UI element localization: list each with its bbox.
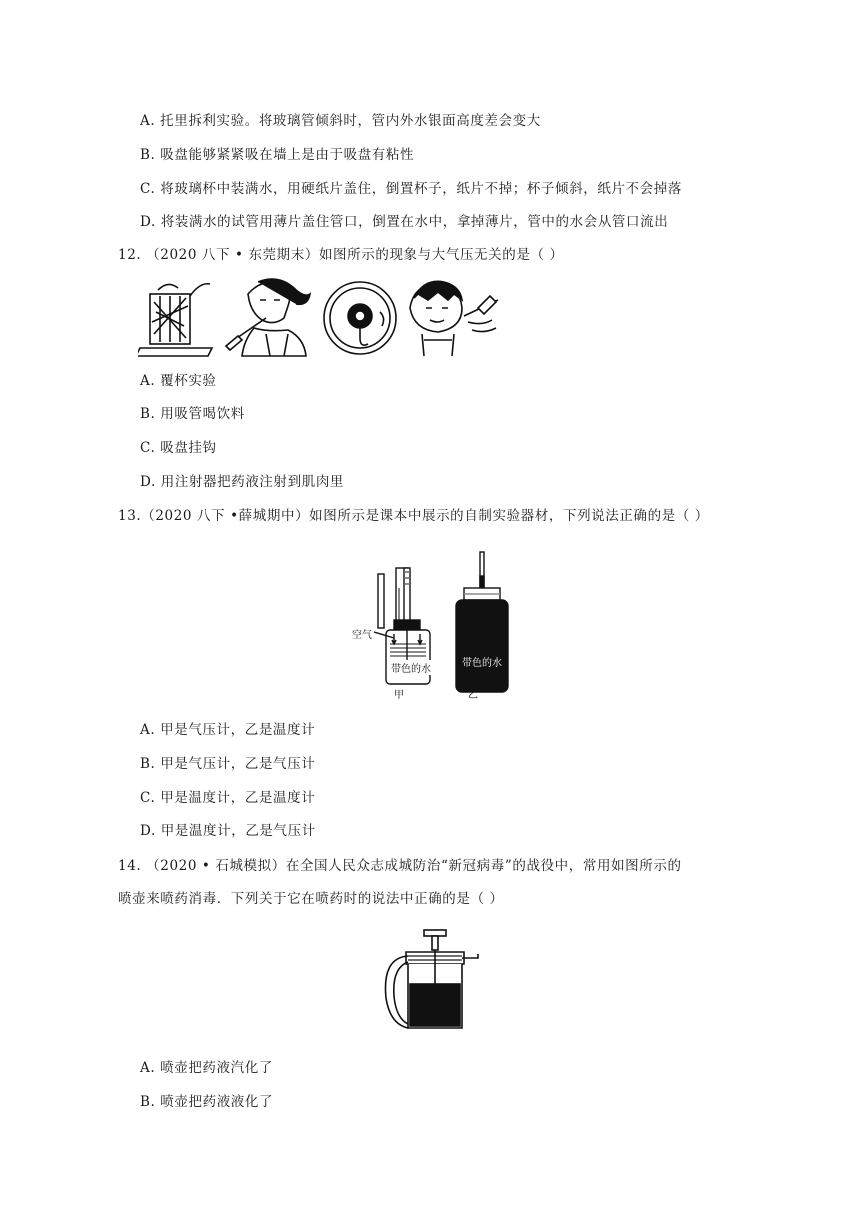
q12-option-c: C. 吸盘挂钩 xyxy=(140,440,217,456)
q13-option-a: A. 甲是气压计，乙是温度计 xyxy=(140,722,316,738)
q13-figure xyxy=(352,548,532,700)
label-air: 空气 xyxy=(352,630,372,641)
q13-bottles xyxy=(352,548,532,700)
girl-with-straw-illustration xyxy=(226,279,310,356)
label-jia: 甲 xyxy=(394,690,404,701)
q12-option-b: B. 用吸管喝饮料 xyxy=(140,406,245,422)
injection-illustration xyxy=(410,281,498,356)
suction-hook-illustration xyxy=(324,282,396,354)
q12-option-d: D. 用注射器把药液注射到肌肉里 xyxy=(140,474,345,490)
q12-option-a: A. 覆杯实验 xyxy=(140,373,217,389)
inverted-cup-illustration xyxy=(138,284,212,356)
q11-option-b: B. 吸盘能够紧紧吸在墙上是由于吸盘有粘性 xyxy=(140,147,415,163)
q12-figure-strip xyxy=(138,278,518,358)
q13-option-b: B. 甲是气压计，乙是气压计 xyxy=(140,756,316,772)
q14-option-b: B. 喷壶把药液液化了 xyxy=(140,1094,274,1110)
label-colored-water-jia: 带色的水 xyxy=(390,660,432,675)
q11-option-c: C. 将玻璃杯中装满水，用硬纸片盖住，倒置杯子，纸片不掉；杯子倾斜，纸片不会掉落 xyxy=(140,181,682,197)
q14-stem-line1: 14. （2020 • 石城模拟）在全国人民众志成城防治“新冠病毒”的战役中，常用如图所示的 xyxy=(118,858,682,874)
q14-option-a: A. 喷壶把药液汽化了 xyxy=(140,1060,273,1076)
q13-option-d: D. 甲是温度计，乙是气压计 xyxy=(140,823,316,839)
q13-option-c: C. 甲是温度计，乙是温度计 xyxy=(140,790,316,806)
q11-option-a: A. 托里拆利实验。将玻璃管倾斜时，管内外水银面高度差会变大 xyxy=(140,113,541,129)
label-yi: 乙 xyxy=(468,690,478,701)
q12-stem: 12. （2020 八下 • 东莞期末）如图所示的现象与大气压无关的是（ ） xyxy=(118,247,564,263)
q11-option-d: D. 将装满水的试管用薄片盖住管口，倒置在水中，拿掉薄片，管中的水会从管口流出 xyxy=(140,214,669,230)
q14-sprayer-figure xyxy=(378,928,486,1036)
q13-stem: 13.（2020 八下 •薛城期中）如图所示是课本中展示的自制实验器材，下列说法正确的是（ ） xyxy=(118,508,709,524)
q14-stem-line2: 喷壶来喷药消毒．下列关于它在喷药时的说法中正确的是（ ） xyxy=(118,891,504,907)
label-colored-water-yi: 带色的水 xyxy=(462,654,502,669)
